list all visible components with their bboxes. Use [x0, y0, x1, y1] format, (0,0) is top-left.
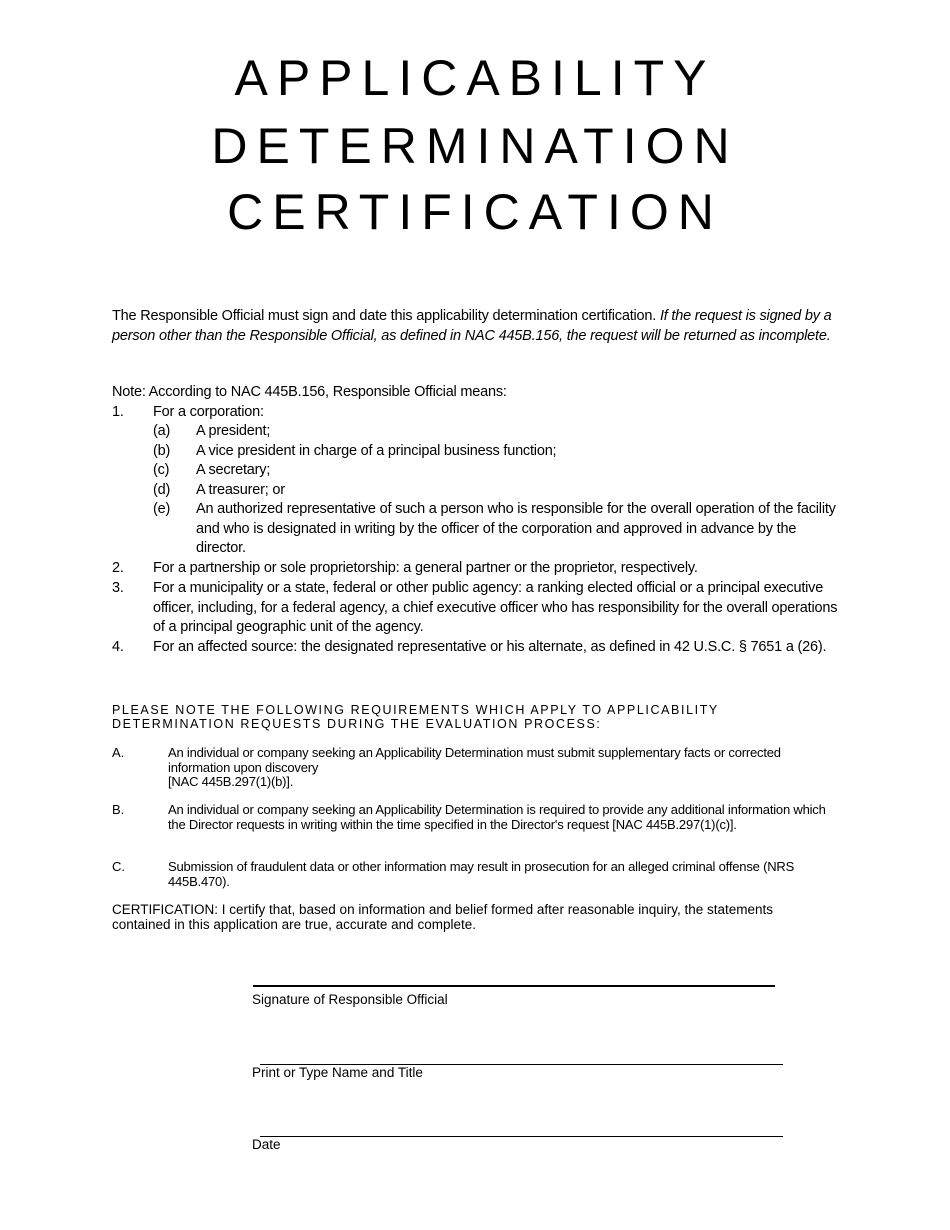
sub-text: A president; — [196, 423, 271, 439]
item-number: 4. — [112, 639, 124, 655]
name-title-label: Print or Type Name and Title — [252, 1065, 423, 1080]
req-text-body: An individual or company seeking an Applicability Determination must submit supplementary facts or corrected information upon discovery — [168, 745, 781, 775]
title-line-2: DETERMINATION — [211, 118, 739, 174]
item-number: 3. — [112, 580, 124, 596]
title-line-1: APPLICABILITY — [234, 50, 716, 106]
intro-paragraph — [112, 307, 842, 346]
sub-text: A vice president in charge of a principal business function; — [196, 443, 557, 459]
sub-label: (a) — [153, 423, 171, 439]
intro-text: The Responsible Official must sign and date this applicability determination certification. — [112, 308, 660, 324]
title-line-3: CERTIFICATION — [227, 184, 723, 240]
date-label: Date — [252, 1137, 281, 1152]
sub-label: (d) — [153, 482, 171, 498]
sub-text: A secretary; — [196, 462, 271, 478]
req-label: C. — [112, 859, 125, 874]
req-label: A. — [112, 745, 125, 760]
item-text: For a corporation: — [153, 404, 264, 420]
req-text: An individual or company seeking an Applicability Determination is required to provide any additional information which the Director requests in writing within the time specified in the Director's request [NAC 445B.297(1)(c)]. — [168, 802, 826, 832]
sub-label: (b) — [153, 443, 171, 459]
sub-label: (c) — [153, 462, 170, 478]
item-number: 2. — [112, 560, 124, 576]
item-text: For an affected source: the designated representative or his alternate, as defined in 42 U.S.C. § 7651 a (26). — [153, 639, 827, 655]
intro-warning: If the request is signed by a person other than the Responsible Official, as defined in NAC 445B.156, the request will be returned as incomplete. — [112, 308, 832, 344]
signature-label: Signature of Responsible Official — [252, 992, 448, 1007]
date-line[interactable] — [260, 1136, 783, 1137]
certification-statement: CERTIFICATION: I certify that, based on information and belief formed after reasonable inquiry, the statements contained in this application are true, accurate and complete. — [112, 902, 774, 932]
item-text: For a municipality or a state, federal or other public agency: a ranking elected official or a principal executive officer, including, for a federal agency, a chief executive officer who has responsibility for the overall operations of a principal geographic unit of the agency. — [153, 580, 838, 635]
req-text — [168, 746, 838, 790]
sub-label: (e) — [153, 501, 171, 517]
req-reference: [NAC 445B.297(1)(b)]. — [168, 774, 294, 789]
item-text: For a partnership or sole proprietorship: a general partner or the proprietor, respectively. — [153, 560, 698, 576]
req-text: Submission of fraudulent data or other information may result in prosecution for an alleged criminal offense (NRS 445B.470). — [168, 859, 795, 889]
item-number: 1. — [112, 404, 124, 420]
requirements-heading: PLEASE NOTE THE FOLLOWING REQUIREMENTS WHICH APPLY TO APPLICABILITY DETERMINATION REQUESTS DURING THE EVALUATION PROCESS: — [112, 703, 719, 731]
signature-line[interactable] — [253, 985, 775, 987]
sub-text: An authorized representative of such a person who is responsible for the overall operation of the facility and who is designated in writing by the officer of the corporation and approved in advance by the director. — [196, 501, 836, 556]
req-label: B. — [112, 802, 125, 817]
sub-text: A treasurer; or — [196, 482, 285, 498]
note-text: Note: According to NAC 445B.156, Responsible Official means: — [112, 384, 507, 400]
